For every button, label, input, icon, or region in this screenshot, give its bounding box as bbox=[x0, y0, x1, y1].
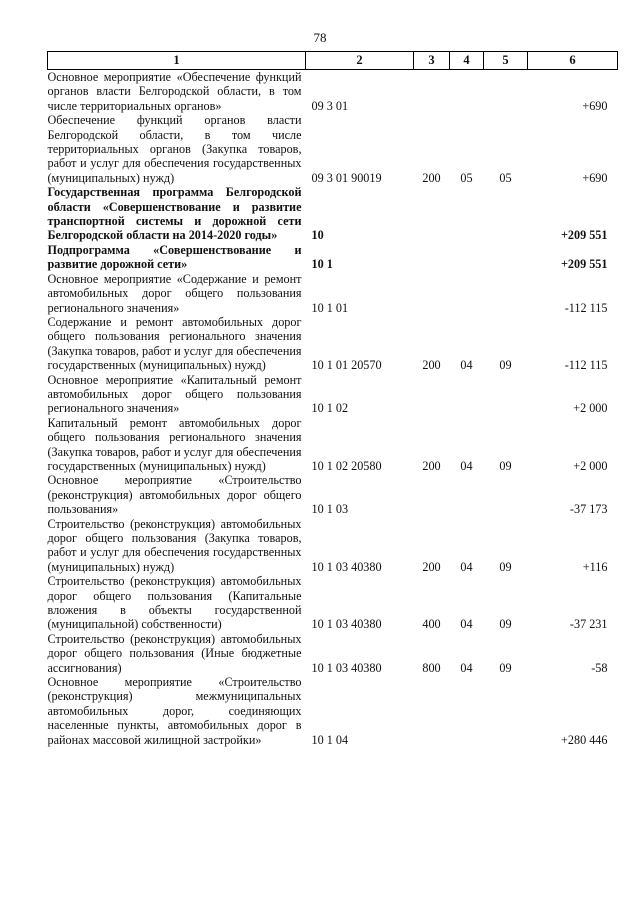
row-subsection bbox=[484, 675, 528, 747]
row-amount: +690 bbox=[582, 170, 608, 185]
row-code: 10 1 01 bbox=[311, 300, 349, 315]
row-expense-type: 400 bbox=[422, 617, 441, 632]
row-name: Строительство (реконструкция) автомобильных дорог общего пользования (Иные бюджетные ассигнования) bbox=[47, 631, 302, 675]
row-amount: -58 bbox=[591, 660, 608, 675]
table-row bbox=[48, 416, 618, 474]
row-section bbox=[450, 473, 484, 516]
table-row bbox=[48, 185, 618, 243]
row-amount: +116 bbox=[582, 559, 608, 574]
row-code: 10 1 03 40380 bbox=[311, 617, 382, 632]
row-subsection bbox=[484, 70, 528, 114]
row-expense-type bbox=[414, 185, 450, 243]
row-subsection bbox=[484, 272, 528, 315]
row-code: 10 1 03 40380 bbox=[311, 660, 382, 675]
row-amount: -112 115 bbox=[564, 300, 608, 315]
row-name: Основное мероприятие «Капитальный ремонт автомобильных дорог общего пользования регионального значения» bbox=[47, 372, 302, 416]
table-row bbox=[48, 272, 618, 315]
row-section bbox=[450, 243, 484, 272]
row-expense-type bbox=[414, 373, 450, 416]
row-code: 10 1 03 bbox=[311, 502, 349, 517]
row-name: Основное мероприятие «Обеспечение функций органов власти Белгородской области, в том числе территориальных органов» bbox=[47, 70, 302, 113]
row-section: 04 bbox=[460, 660, 473, 675]
row-code: 09 3 01 90019 bbox=[311, 170, 382, 185]
table-row bbox=[48, 517, 618, 575]
row-subsection: 09 bbox=[499, 458, 512, 473]
table-header-row bbox=[48, 52, 618, 70]
row-amount: +2 000 bbox=[573, 401, 608, 416]
row-name: Обеспечение функций органов власти Белгородской области, в том числе территориальных органов (Закупка товаров, работ и услуг для обеспечения государственных (муниципальных) нужд) bbox=[47, 113, 302, 185]
table-row bbox=[48, 574, 618, 632]
row-code: 10 1 01 20570 bbox=[311, 358, 382, 373]
row-expense-type bbox=[414, 243, 450, 272]
row-code: 10 1 02 bbox=[311, 401, 349, 416]
row-expense-type bbox=[414, 473, 450, 516]
row-name: Подпрограмма «Совершенствование и развитие дорожной сети» bbox=[47, 242, 302, 272]
table-row bbox=[48, 70, 618, 114]
row-code: 10 1 bbox=[311, 257, 333, 272]
table-row bbox=[48, 473, 618, 516]
row-subsection: 09 bbox=[499, 617, 512, 632]
row-subsection bbox=[484, 185, 528, 243]
row-subsection: 09 bbox=[499, 559, 512, 574]
table-row bbox=[48, 632, 618, 675]
row-section: 04 bbox=[460, 617, 473, 632]
header-col-5: 5 bbox=[484, 52, 528, 70]
row-section bbox=[450, 373, 484, 416]
row-subsection: 09 bbox=[499, 660, 512, 675]
row-expense-type: 200 bbox=[422, 559, 441, 574]
row-name: Основное мероприятие «Строительство (реконструкция) автомобильных дорог общего пользования» bbox=[47, 473, 302, 517]
row-name: Основное мероприятие «Строительство (реконструкция) межмуниципальных автомобильных дорог, соединяющих населенные пункты, автомобильных дорог в районах массовой жилищной застройки» bbox=[47, 675, 302, 747]
row-amount: +209 551 bbox=[560, 228, 608, 243]
row-subsection bbox=[484, 473, 528, 516]
table-row bbox=[48, 113, 618, 185]
row-name: Строительство (реконструкция) автомобильных дорог общего пользования (Капитальные вложения в объекты государственной (муниципальной) собственности) bbox=[47, 574, 302, 632]
row-amount: -37 231 bbox=[569, 617, 608, 632]
row-subsection bbox=[484, 373, 528, 416]
budget-table bbox=[47, 51, 618, 747]
row-code: 09 3 01 bbox=[311, 98, 349, 113]
row-subsection: 09 bbox=[499, 358, 512, 373]
row-expense-type: 800 bbox=[422, 660, 441, 675]
row-amount: -112 115 bbox=[564, 358, 608, 373]
row-name: Основное мероприятие «Содержание и ремонт автомобильных дорог общего пользования регионального значения» bbox=[47, 271, 302, 315]
row-expense-type bbox=[414, 70, 450, 114]
header-col-3: 3 bbox=[414, 52, 450, 70]
row-section bbox=[450, 272, 484, 315]
row-expense-type bbox=[414, 675, 450, 747]
row-expense-type: 200 bbox=[422, 170, 441, 185]
row-code: 10 bbox=[311, 228, 324, 243]
row-section: 04 bbox=[460, 358, 473, 373]
row-subsection: 05 bbox=[499, 170, 512, 185]
row-section: 04 bbox=[460, 458, 473, 473]
row-name: Государственная программа Белгородской области «Совершенствование и развитие транспортной системы и дорожной сети Белгородской области на 2014-2020 годы» bbox=[47, 185, 302, 243]
row-name: Капитальный ремонт автомобильных дорог общего пользования регионального значения (Закупка товаров, работ и услуг для обеспечения государственных (муниципальных) нужд) bbox=[47, 415, 302, 473]
table-row bbox=[48, 243, 618, 272]
header-col-1: 1 bbox=[48, 52, 306, 70]
row-section bbox=[450, 675, 484, 747]
row-name: Содержание и ремонт автомобильных дорог общего пользования регионального значения (Закупка товаров, работ и услуг для обеспечения государственных (муниципальных) нужд) bbox=[47, 314, 302, 373]
table-row bbox=[48, 315, 618, 373]
row-expense-type: 200 bbox=[422, 458, 441, 473]
row-amount: -37 173 bbox=[569, 502, 608, 517]
header-col-6: 6 bbox=[528, 52, 618, 70]
row-code: 10 1 02 20580 bbox=[311, 458, 382, 473]
row-name: Строительство (реконструкция) автомобильных дорог общего пользования (Закупка товаров, работ и услуг для обеспечения государственных (муниципальных) нужд) bbox=[47, 516, 302, 574]
header-col-2: 2 bbox=[306, 52, 414, 70]
row-code: 10 1 03 40380 bbox=[311, 559, 382, 574]
row-expense-type bbox=[414, 272, 450, 315]
row-expense-type: 200 bbox=[422, 358, 441, 373]
row-section: 04 bbox=[460, 559, 473, 574]
table-row bbox=[48, 373, 618, 416]
row-subsection bbox=[484, 243, 528, 272]
table-row bbox=[48, 675, 618, 747]
row-code: 10 1 04 bbox=[311, 732, 349, 747]
row-amount: +690 bbox=[582, 98, 608, 113]
header-col-4: 4 bbox=[450, 52, 484, 70]
row-amount: +209 551 bbox=[560, 257, 608, 272]
row-section: 05 bbox=[460, 170, 473, 185]
row-amount: +2 000 bbox=[573, 458, 608, 473]
row-section bbox=[450, 70, 484, 114]
row-amount: +280 446 bbox=[561, 732, 608, 747]
table-body bbox=[48, 70, 618, 748]
row-section bbox=[450, 185, 484, 243]
page-number: 78 bbox=[313, 30, 327, 45]
